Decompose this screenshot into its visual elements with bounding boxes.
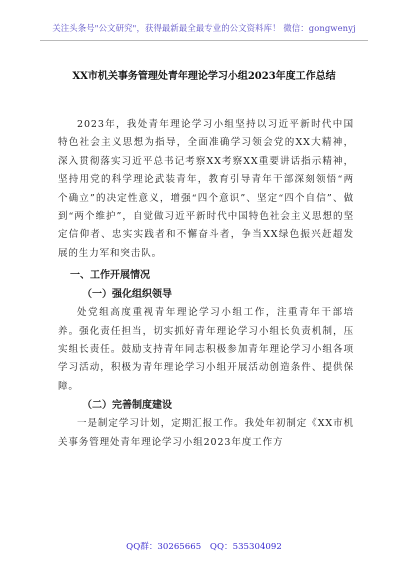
subsection-heading-2: （二）完善制度建设 (82, 400, 172, 412)
subsection-paragraph-1: 处党组高度重视青年理论学习小组工作，注重青年干部培养。强化责任担当，切实抓好青年理论学习小组长负责机制，压实组长责任。鼓励支持青年同志积极参加青年理论学习小组各项学习活动，积极为青年理论学习小组开展活动创造条件、提供保障。 (58, 307, 354, 392)
subsection-paragraph-2: 一是制定学习计划，定期汇报工作。我处年初制定《XX市机关事务管理处青年理论学习小组2023年度工作方 (58, 418, 354, 448)
promo-header: 关注头条号"公文研究"，获得最新最全最专业的公文资料库！ 微信：gongwenyj (52, 23, 356, 33)
section-heading-1: 一、工作开展情况 (70, 270, 150, 282)
intro-paragraph: 2023年，我处青年理论学习小组坚持以习近平新时代中国特色社会主义思想为指导，全面准确学习领会党的XX大精神，深入贯彻落实习近平总书记考察XX考察XX重要讲话指示精神，坚持用党的科学理论武装青年，教育引导青年干部深刻领悟“两个确立”的决定性意义，增强“四个意识”、坚定“四个自信”、做到“两个维护”，自觉做习近平新时代中国特色社会主义思想的坚定信仰者、忠实实践者和不懈奋斗者，争当XX绿色振兴赶超发展的生力军和突击队。 (58, 119, 354, 259)
header-divider (40, 40, 368, 41)
contact-footer (0, 540, 408, 552)
document-body (58, 116, 354, 452)
qq-group-number: QQ群：30265665 (126, 542, 202, 552)
subsection-heading-1: （一）强化组织领导 (82, 289, 172, 301)
qq-number: QQ：535304092 (209, 542, 282, 552)
document-title: XX市机关事务管理处青年理论学习小组2023年度工作总结 (72, 71, 336, 82)
